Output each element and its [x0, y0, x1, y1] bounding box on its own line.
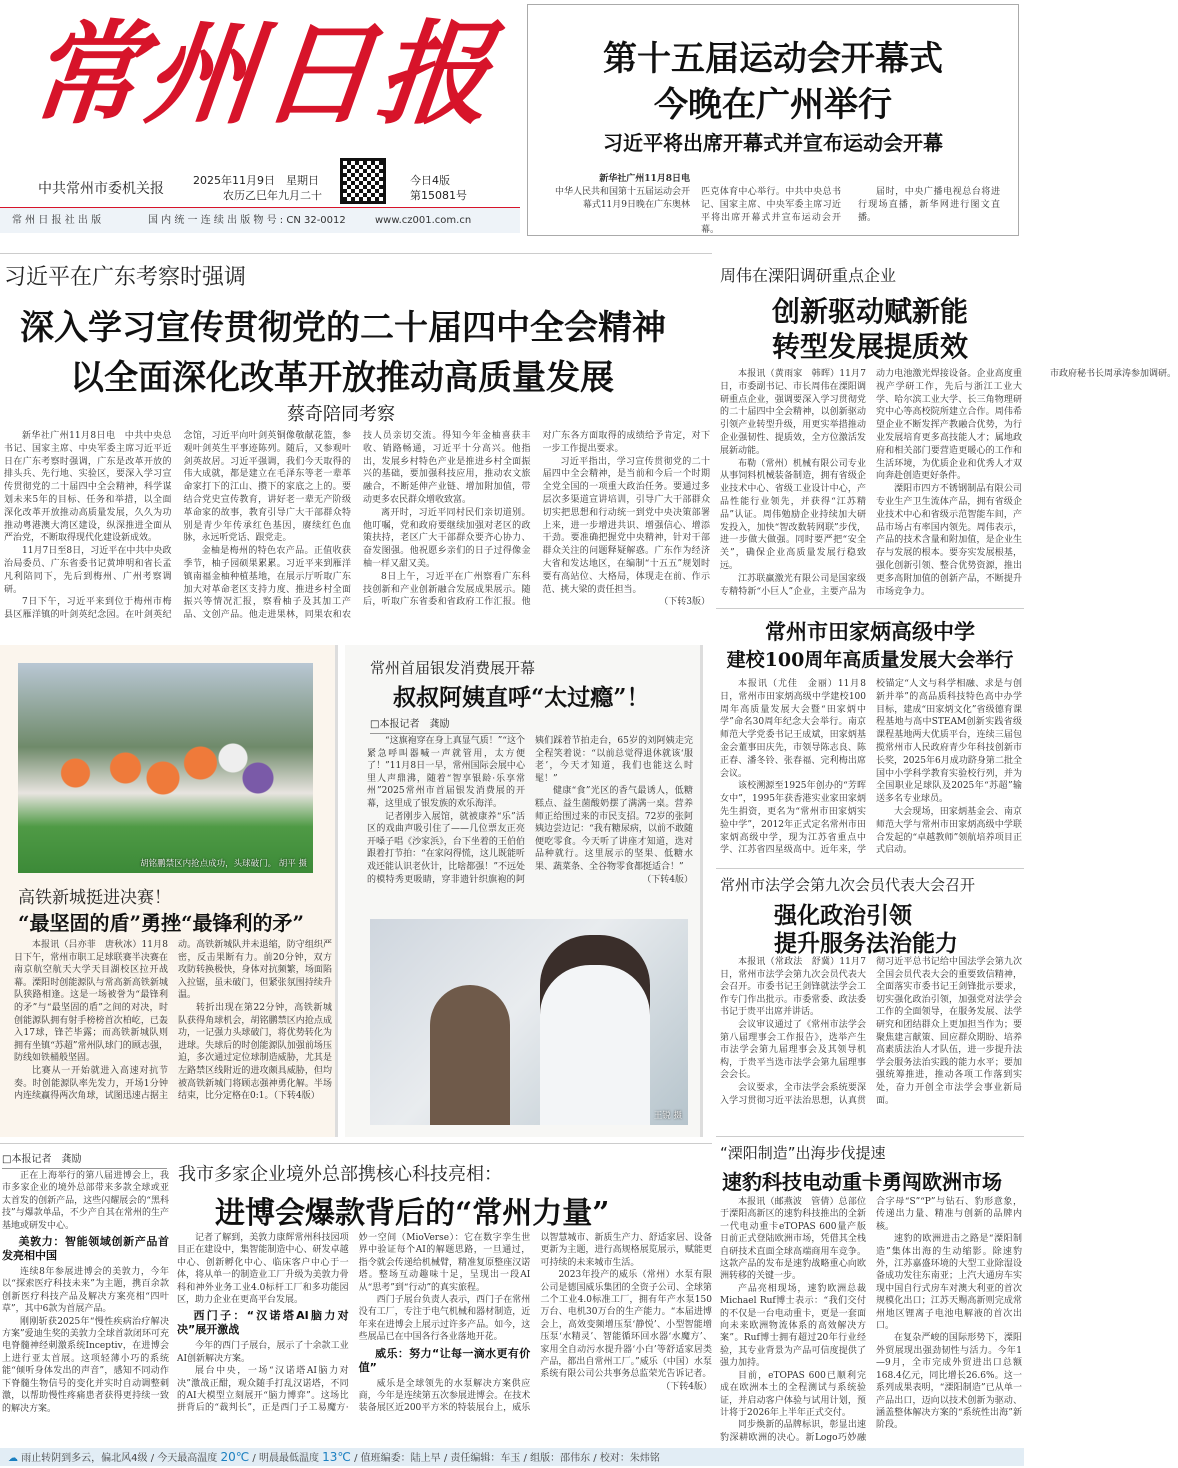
paragraph: 健康“食”光区的香气最诱人，低糖糕点、益生菌酸奶摆了满满一桌。营养师正给围过来的市民支招。72岁的张阿姨边尝边记：“我有糖尿病，以前不敢随便吃零食。今天听了讲座才知道，选对品种就行。这里展示的坚果、低糖水果、蔬菜条、全谷物零食都挺适合！” — [535, 786, 693, 872]
silver-body — [367, 735, 693, 915]
games-col-2: 匹克体育中心举行。中共中央总书记、国家主席、中央军委主席习近平将出席开幕式并宣布运动会开幕。 — [701, 187, 841, 236]
publisher-bar — [0, 207, 520, 233]
paragraph: 刚刚斩获2025年“慢性疾病治疗解决方案”爱迪生奖的美敦力全球首款闭环可充电脊髓神经刺激系统Inceptiv，在进博会上进行亚太首展。这项轻薄小巧的系统能“倾听身体发出的声音”，感知不同动作下脊髓生物信号的变化并实时自动调整刺激，以帮助慢性疼痛患者获得更持续一致的解决方案。 — [2, 1316, 169, 1414]
paragraph: 习近平指出，学习宣传贯彻党的二十届四中全会精神，是当前和今后一个时期全党全国的一项重大政治任务。要通过多层次多渠道宣讲培训，引导广大干部群众切实把思想和行动统一到党中央决策部署上来，进一步增进共识、增强信心、增添干劲。要准确把握党中央精神，针对干部群众关注的问题释疑解惑。广东作为经济大省和发达地区，在编制“十五五”规划时要有高站位、大格局，体现走在前、作示范、挑大梁的责任担当。 — [542, 456, 710, 595]
cn-number: 国 内 统 一 连 续 出 版 物 号 : CN 32-0012 — [148, 215, 346, 226]
player-figures — [38, 733, 288, 833]
paragraph: 本报讯（吕亦菲 唐秋冰）11月8日下午，常州市职工足球联赛半决赛在南京航空航天大学天目湖校区拉开战幕。溧阳时创能源队与常高新高铁新城队狭路相逢。这是一场被誉为“最锋利的矛”与“最坚固的盾”之间的对决，时创能源队拥有射手榜榜首次柏屹，已轰入17球，锋芒毕露；而高铁新城队则拥有坐镇“苏超”常州队球门的顾志强，防线如铁桶般坚固。 — [14, 940, 168, 1064]
games-col-1 — [550, 173, 690, 227]
paragraph: 新华社广州11月8日电 中共中央总书记、国家主席、中央军委主席习近平近日在广东考察时强调，广东是改革开放的排头兵、先行地、实验区，要深入学习宣传贯彻党的二十届四中全会精神，科学谋划未来5年的目标、任务和举措，以全面深化改革开放推动高质量发展，久久为功推动粤港澳大湾区建设，纵深推进全面从严治党，不断取得现代化建设新成效。 — [4, 431, 172, 544]
zhou-body — [720, 368, 1177, 604]
truck-body — [720, 1196, 1022, 1446]
issue-number: 第15081号 — [410, 189, 467, 202]
lead-kicker: 习近平在广东考察时强调 — [4, 265, 247, 290]
football-photo — [18, 663, 313, 873]
divider — [0, 1143, 712, 1144]
paragraph: 正在上海举行的第八届进博会上，我市多家企业的境外总部带来多款全球或亚太首发的创新产品，这些闪耀展会的“黑科技”与爆款单品，不少产自其在常州的生产基地或研发中心。 — [2, 1171, 169, 1231]
paragraph: 本报讯（邮燕波 管倩）总部位于溧阳高新区的速豹科技推出的全新一代电动重卡eTOPAS 600量产版日前正式登陆欧洲市场，凭借其全栈自研技术直面全球高端商用车竞争。这款产品的发布是速豹战略重心向欧洲转移的关键一步。 — [720, 1197, 866, 1282]
paragraph: 8日上午，习近平在广州察看广东科技创新和产业创新融合发展成果展示。随后，听取广东省委和省政府工作汇报。他对广东各方面取得的成绩给予肯定，对下一步工作提出要求。 — [363, 431, 710, 608]
responsible-editor: 责任编辑：车玉 — [450, 1453, 521, 1464]
qr-code[interactable] — [340, 158, 386, 204]
subheading: 威乐：努力“让每一滴水更有价值” — [358, 1346, 531, 1374]
paragraph: 转折出现在第22分钟，高铁新城队获得角球机会，胡铭鹏禁区内抢点成功，一记强力头球破门，将优势转化为进球。失球后的时创能源队加强前场压迫，多次通过定位球制造威胁，尤其是左路禁区线附近的进攻颇具威胁，但均被高铁新城门将顾志强神勇化解。半场结束，比分定格在0:1。（下转4版） — [178, 1002, 332, 1102]
silver-jump[interactable]: （下转4版） — [642, 874, 693, 885]
high-temp-label: 今天最高温度 — [157, 1453, 218, 1464]
law-title-2: 提升服务法治能力 — [774, 930, 958, 957]
paragraph: 产品亮相现场，速豹欧洲总裁Michael Ruf博士表示：“我们交付的不仅是一台电动重卡，更是一套面向未来欧洲物流体系的高效解决方案”。Ruf博士拥有超过20年行业经验，其专业背景为产品可信度提供了强力加持。 — [720, 1283, 866, 1369]
expo-jump[interactable]: （下转4版） — [661, 1381, 712, 1392]
paragraph: 布勒（常州）机械有限公司专业从事饲料机械装备制造，拥有省级企业技术中心、省级工业设计中心，产品性能行业领先，并获得“江苏精品”认证。周伟勉励企业持续加大研发投入，加快“智改数转网联”步伐，进一步做大做强。同时要严把“安全关”，确保企业高质量发展行稳致远。 — [720, 458, 866, 571]
expo-kicker: 我市多家企业境外总部携核心科技亮相： — [178, 1164, 502, 1185]
layout-editor: 组版：邵伟东 — [530, 1453, 591, 1464]
cloud-icon: ☁ — [8, 1453, 18, 1464]
paragraph: 本报讯（尤佳 金丽）11月8日，常州市田家炳高级中学建校100周年高质量发展大会暨“田家炳中学”命名30周年纪念大会举行。南京师范大学党委书记王成斌，田家炳基金会董事田庆先，市领导陈志良、陈正春、潘冬铃、张春福、完利梅出席会议。 — [720, 679, 866, 779]
games-dateline: 新华社广州11月8日电 — [599, 174, 690, 184]
paragraph: 7日下午，习近平来到位于梅州市梅县区雁洋镇的叶剑英纪念园。在叶剑英纪念馆，习近平向叶剑英铜像敬献花篮，参观叶剑英生平事迹陈列。随后，又参观叶剑英故居。习近平强调，我们今天取得的伟大成就，都是建立在毛泽东等老一辈革命家打下的江山、攒下的家底之上的。要结合党史宣传教育，讲好老一辈无产阶级革命家的故事，教育引导广大干部群众特别是青少年传承红色基因，赓续红色血脉，永远听党话、跟党走。 — [4, 431, 351, 621]
page-count: 今日4版 — [410, 174, 450, 187]
games-title-1: 第十五届运动会开幕式 — [603, 39, 943, 79]
paragraph: 江苏联赢激光有限公司是国家级专精特新“小巨人”企业，主要产品为动力电池激光焊接设备。企业高度重视产学研工作，先后与浙江工业大学、哈尔滨工业大学、长三角物理研究中心等高校院所建立合作。周伟希望企业不断发挥产教融合优势，为行业发展培育更多高技能人才；属地政府和相关部门要营造更暖心的工作和生活环境，为优质企业和优秀人才双向奔赴创造更好条件。 — [720, 369, 1022, 597]
law-body — [720, 956, 1022, 1130]
lead-byline: 蔡奇陪同考察 — [287, 404, 395, 425]
issue-date: 2025年11月9日 星期日 — [193, 174, 319, 187]
low-temp-label: 明晨最低温度 — [258, 1453, 319, 1464]
publisher: 常 州 日 报 社 出 版 — [12, 215, 102, 226]
sports-box — [0, 645, 338, 1137]
paragraph: 溧阳市四方不锈钢制品有限公司专业生产卫生流体产品，拥有省级企业技术中心和省级示范智能车间，产品市场占有率国内领先。周伟表示，产品的技术含量和附加值，是企业生存与发展的根本。要夯实发展根基，强化创新引领、整合优势资源，推出更多高附加值的创新产品，不断提升市场竞争力。 — [876, 484, 1022, 597]
expo-body-left — [2, 1170, 169, 1446]
footer-bar: ☁ 雨止转阴到多云，偏北风4级 / 今天最高温度 20℃ / 明晨最低温度 13℃ / 值班编委：陆上早 / 责任编辑：车玉 / 组版：邵伟东 / 校对：朱炜铭 — [0, 1448, 1024, 1466]
paragraph: 记者刚步入展馆，就被康养“乐”活区的戏曲声吸引住了——几位票友正亮开嗓子唱《沙家浜》，台下坐着的王伯伯跟着打节拍：“在家闷得慌，这儿既能听戏还能认识老伙计，比啥都强！”不远处的模特秀更吸睛，穿非遗针织旗袍的阿姨们踩着节拍走台，65岁的刘阿姨走完全程笑着说：“以前总觉得退休就该‘服老’，今天才知道，我们也能这么时髦！” — [367, 736, 693, 885]
lead-title-1: 深入学习宣传贯彻党的二十届四中全会精神 — [20, 308, 666, 348]
school-body — [720, 678, 1022, 864]
divider — [716, 608, 1024, 609]
divider — [0, 253, 712, 254]
sports-kicker: 高铁新城挺进决赛！ — [18, 888, 171, 908]
paragraph: 会议审议通过了《常州市法学会第八届理事会工作报告》，选举产生市法学会第九届理事会及其领导机构，于贵平当选市法学会第九届理事会会长。 — [720, 1019, 866, 1081]
expo-byline: □本报记者 龚励 — [2, 1150, 167, 1169]
website-link[interactable]: www.cz001.com.cn — [375, 215, 472, 226]
lead-title-2: 以全面深化改革开放推动高质量发展 — [70, 358, 614, 398]
paragraph: 展台中央，一场“汉诺塔AI脑力对决”激战正酣，观众随手打乱汉诺塔，不同的AI大模型立刻展开“脑力博弈”。这场比拼背后的“裁判长”，正是西门子工易魔方·妙一空间（MioVerse）：它在数字孪生世界中验证每个AI的解题思路，一旦通过，指令就会传递给机械臂，精准复原整座汉诺塔。整场互动趣味十足，呈现出一段AI从“思考”到“行动”的真实旅程。 — [177, 1233, 531, 1414]
paragraph: 记者了解到，美敦力康辉常州科技园项目正在建设中，集智能制造中心、研发卓越中心、创新孵化中心、临床客户中心于一体，将从单一的制造业工厂升级为美敦力骨科和神外业务工业4.0标杆工厂和多功能园区，助力企业在更高平台发展。 — [177, 1233, 349, 1306]
subheading: 美敦力：智能领域创新产品首发亮相中国 — [2, 1235, 169, 1263]
silver-byline: □本报记者 龚励 — [370, 715, 520, 734]
elderly-woman-figure — [430, 985, 510, 1125]
paragraph: 市政府秘书长周承涛参加调研。 — [1050, 369, 1177, 379]
lead-jump[interactable]: （下转3版） — [659, 597, 710, 608]
sports-body — [14, 939, 332, 1133]
zhou-title-2: 转型发展提质效 — [771, 330, 968, 363]
paragraph: 今年的西门子展台，展示了十余款工业AI创新解决方案。 — [177, 1341, 349, 1364]
lead-body — [4, 430, 710, 628]
paragraph: 本报讯（常政法 舒冀）11月7日，常州市法学会第九次会员代表大会召开。市委书记王剑锋就法学会工作专门作出批示。市委常委、政法委书记于贵平出席并讲话。 — [720, 957, 866, 1018]
divider — [716, 1136, 1024, 1137]
duty-editor: 值班编委：陆上早 — [360, 1453, 441, 1464]
paragraph: “这旗袍穿在身上真显气质！”“这个紧急呼叫器喊一声就管用，太方便了！”11月8日一早，常州国际会展中心里人声鼎沸，随着“智享银龄·乐享常州”2025常州市首届银发消费展的开幕，这里成了银发族的欢乐海洋。 — [367, 736, 525, 809]
games-col-3: 届时，中央广播电视总台将进行现场直播，新华网进行图文直播。 — [858, 187, 1000, 223]
organ-label: 中共常州市委机关报 — [38, 181, 164, 197]
law-title-1: 强化政治引领 — [774, 902, 912, 929]
school-title-2: 建校100周年高质量发展大会举行 — [726, 649, 1014, 671]
paragraph: 比赛从一开始就进入高速对抗节奏。时创能源队率先发力，开场1分钟内连续赢得两次角球，试图迅速占据主动。高铁新城队并未退缩，防守组织严密，反击果断有力。前20分钟，双方攻防转换极快，身体对抗频繁，场面陷入拉锯，虽未破门，但紧张氛围持续升温。 — [14, 940, 332, 1102]
paragraph: 大会现场，田家炳基金会、南京师范大学与常州市田家炳高级中学联合发起的“卓越教师”领航培养项目正式启动。 — [876, 806, 1022, 856]
silver-photo-caption: 王锐 摄 — [653, 1111, 682, 1121]
paragraph: 离开时，习近平同村民们亲切道别。他叮嘱，党和政府要继续加强对老区的政策扶持，老区广大干部群众要齐心协力、奋发图强。他祝愿乡亲们的日子过得像金柚一样又甜又美。 — [363, 507, 531, 569]
school-title-1: 常州市田家炳高级中学 — [765, 619, 975, 644]
subheading: 西门子：“汉诺塔AI脑力对决”展开激战 — [177, 1309, 349, 1337]
paragraph: 在复杂严峻的国际形势下，溧阳外贸展现出强劲韧性与活力。今年1—9月，全市完成外贸进出口总额168.4亿元，同比增长26.6%。这一系列成果表明，“溧阳制造”已从单一产品出口，迈向以技术创新为驱动、涵盖整体解决方案的“系统性出海”新阶段。 — [876, 1333, 1022, 1431]
paragraph: 西门子展台负责人表示，西门子在常州没有工厂，专注于电气机械和器材制造，近年来在进博会上展示过许多产品。如今，这些展品已在中国各行各业落地开花。 — [358, 1295, 531, 1343]
paragraph: 2023年投产的威乐（常州）水泵有限公司是德国威乐集团的全资子公司、全球第二个工业4.0标准工厂，拥有年产水泵150万台、电机30万台的生产能力。“本届进博会上，高效变频增压泵‘静悦’、小型智能增压泵‘水精灵’、智能循环回水器‘水魔方’、家用全自动污水提升器‘小白’等舒适家居类产品，都出自常州工厂。”威乐（中国）水泵系统有限公司公共事务总监荣光告诉记者。 — [540, 1270, 712, 1380]
paragraph: 同步焕新的品牌标识，彰显出速豹深耕欧洲的决心。新Logo巧妙融合字母“S”“P”与钻石、豹形意象，传递出力量、精准与创新的品牌内核。 — [720, 1197, 1022, 1443]
paragraph: 目前，eTOPAS 600已顺利完成在欧洲本土的全程测试与系统验证，并启动客户体验与试用计划，预计将于2026年上半年正式交付。 — [720, 1370, 866, 1418]
paragraph: 威乐是全球领先的水泵解决方案供应商，今年是连续第五次参展进博会。在技术装备展区近200平方米的特装展台上，威乐以智慧城市、新质生产力、舒适家居、设备更新为主题，进行高规格展览展示，赋能更可持续的未来城市生活。 — [358, 1233, 712, 1414]
paragraph: 连续8年参展进博会的美敦力，今年以“探索医疗科技未来”为主题，携百余款创新医疗科技产品及解决方案亮相“四叶草”，其中6款为首展产品。 — [2, 1267, 169, 1315]
silver-title: 叔叔阿姨直呼“太过瘾”！ — [393, 684, 650, 711]
masthead-logo: 常州日报 — [23, 9, 501, 140]
zhou-kicker: 周伟在溧阳调研重点企业 — [720, 266, 897, 285]
truck-title: 速豹科技电动重卡勇闯欧洲市场 — [722, 1170, 1002, 1194]
paragraph: 该校溯源至1925年创办的“芳晖女中”，1995年获香港实业家田家炳先生捐资，更名为“常州市田家炳实验中学”，2012年正式定名常州市田家炳高级中学，现为江苏省重点中学、江苏省四星级高中。近年来，学校锚定“人文与科学相融、求是与创新并举”的高品质科技特色高中办学目标，建成“田家炳文化”省级德育课程基地与高中STEAM创新实践省级课程基地两大优质平台，连续三届包揽常州市人民政府青少年科技创新市长奖，2025年6月成功跻身第二批全国中小学科学教育实验校行列，并为全国职业足球队及2025年“苏超”输送多名专业球员。 — [720, 679, 1022, 856]
games-subtitle: 习近平将出席开幕式并宣布运动会开幕 — [603, 131, 943, 155]
expo-body — [177, 1232, 712, 1446]
doctor-figure — [540, 935, 650, 1125]
divider — [716, 868, 1024, 869]
zhou-title-1: 创新驱动赋新能 — [771, 295, 968, 328]
law-kicker: 常州市法学会第九次会员代表大会召开 — [720, 876, 976, 894]
proofreader: 校对：朱炜铭 — [599, 1453, 660, 1464]
low-temp: 13℃ — [322, 1450, 351, 1464]
silver-kicker: 常州首届银发消费展开幕 — [370, 659, 536, 677]
high-temp: 20℃ — [220, 1450, 250, 1464]
paragraph: 速豹的欧洲进击之路是“溧阳制造”集体出海的生动缩影。除速豹外，江苏嘉盛环境的大型工业除湿设备成功发往东南亚；上汽大通房车实现中国自行式房车对澳大利亚的首次规模化出口；江苏天赐高新则完成常州地区锂离子电池电解液的首次出口。 — [876, 1234, 1022, 1332]
games-box — [527, 4, 1019, 236]
games-title-2: 今晚在广州举行 — [654, 85, 892, 125]
truck-kicker: “溧阳制造”出海步伐提速 — [720, 1144, 886, 1162]
lunar-date: 农历乙巳年九月二十 — [223, 189, 322, 202]
football-photo-caption: 胡铭鹏禁区内抢点成功，头球破门。 胡平 摄 — [140, 859, 307, 869]
paragraph: 会议要求，全市法学会系统要深入学习贯彻习近平法治思想，认真贯彻习近平总书记给中国法学会第九次全国会员代表大会的重要致信精神，全面落实市委书记王剑锋批示要求，切实强化政治引领，加强党对法学会工作的全面领导，在服务发展、法学研究和团结群众上更加担当作为；要聚焦建言献策、回应群众期盼、培养高素质法治人才队伍，进一步提升法学会服务法治实践的能力水平；要加强统筹推进，推动各项工作落到实处，奋力开创全市法学会事业新局面。 — [720, 957, 1022, 1106]
silver-box — [345, 645, 703, 1137]
silver-expo-photo — [370, 919, 688, 1125]
weather-text: 雨止转阴到多云，偏北风4级 — [21, 1453, 148, 1464]
games-text-1: 中华人民共和国第十五届运动会开幕式11月9日晚在广东奥林 — [554, 186, 690, 210]
paragraph: 金柚是梅州的特色农产品。正值收获季节，柚子园硕果累累。习近平来到雁洋镇南福金柚种植基地，在展示厅听取广东加大对革命老区支持力度、推进乡村全面振兴等情况汇报，察看柚子及其加工产品、文创产品。他走进果林，同果农和农技人员亲切交流。得知今年金柚喜获丰收、销路畅通，习近平十分高兴。他指出，发展乡村特色产业是推进乡村全面振兴的基础，要加强科技应用，推动农文旅融合，不断延伸产业链、增加附加值，带动更多农民群众增收致富。 — [183, 431, 531, 621]
paragraph: 本报讯（黄雨家 韩晖）11月7日，市委副书记、市长周伟在溧阳调研重点企业，强调要深入学习贯彻党的二十届四中全会精神，以创新驱动引领产业转型升级，用更实举措推动企业强韧性、提质效，全方位激活发展新动能。 — [720, 369, 866, 456]
sports-title: “最坚固的盾”勇挫“最锋利的矛” — [18, 911, 305, 935]
expo-title: 进博会爆款背后的“常州力量” — [215, 1196, 610, 1231]
paragraph: 11月7日至8日，习近平在中共中央政治局委员、广东省委书记黄坤明和省长孟凡利陪同下，先后到梅州、广州考察调研。 — [4, 546, 172, 595]
